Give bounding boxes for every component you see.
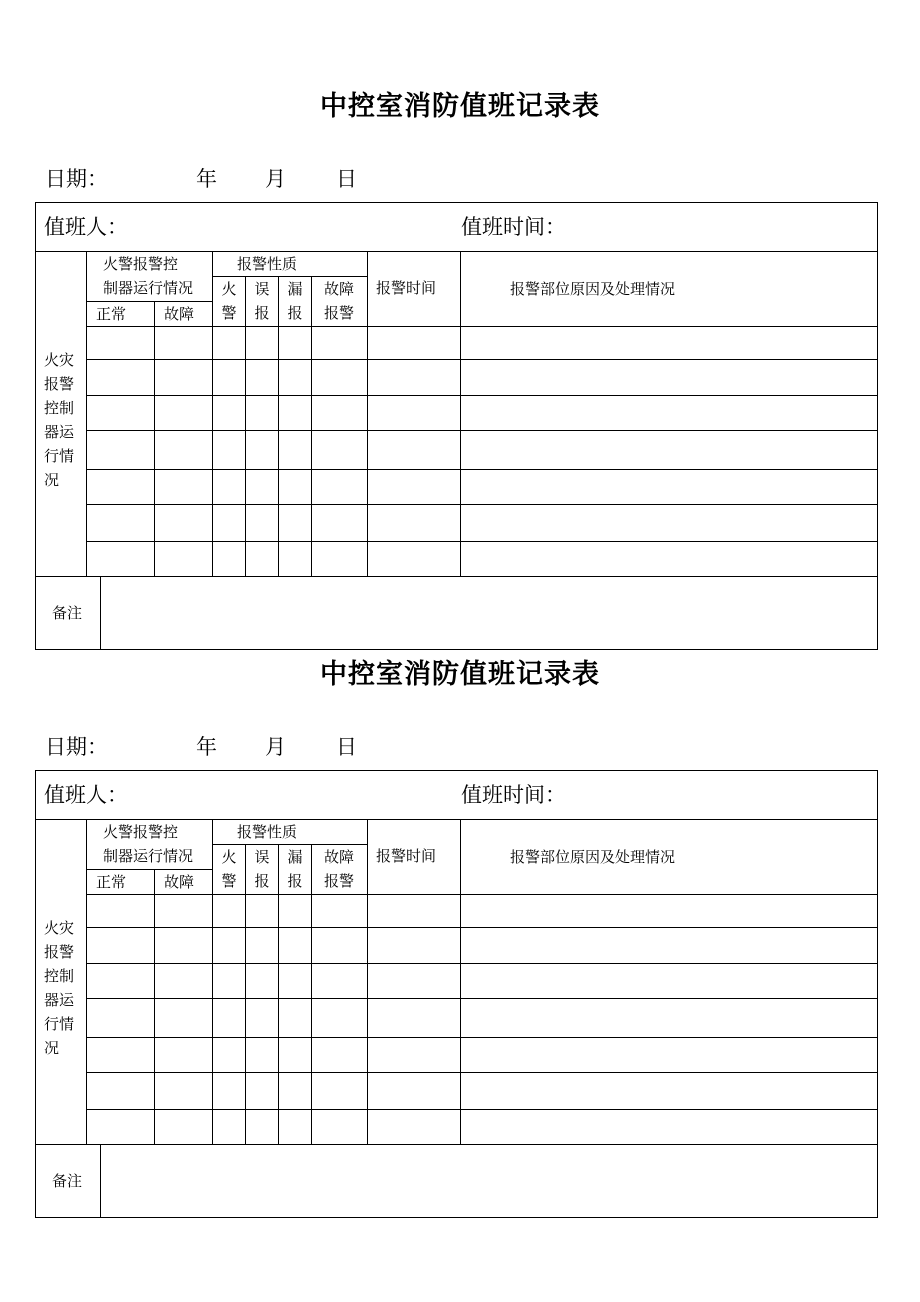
table-line bbox=[154, 301, 155, 577]
duty-person-label: 值班人： bbox=[44, 783, 128, 807]
duty-record-form-2 bbox=[0, 568, 920, 1208]
table-line bbox=[86, 251, 87, 577]
date-year-label: 年 bbox=[196, 735, 217, 759]
location-cause-header: 报警部位原因及处理情况 bbox=[510, 848, 676, 866]
table-line bbox=[278, 276, 279, 577]
fire-alarm-header: 火警 bbox=[221, 280, 237, 322]
alarm-time-header: 报警时间 bbox=[376, 847, 437, 865]
side-label: 火灾报警控制器运行情况 bbox=[44, 351, 75, 489]
table-line bbox=[367, 819, 368, 1145]
table-line bbox=[460, 251, 461, 577]
table-line bbox=[86, 998, 878, 999]
table-line bbox=[212, 819, 213, 1145]
table-line bbox=[367, 251, 368, 577]
form-title: 中控室消防值班记录表 bbox=[320, 91, 600, 122]
location-cause-header: 报警部位原因及处理情况 bbox=[510, 280, 676, 298]
normal-header: 正常 bbox=[96, 873, 127, 891]
remarks-label: 备注 bbox=[52, 1172, 83, 1190]
duty-record-form-1 bbox=[0, 0, 920, 640]
table-line bbox=[460, 819, 461, 1145]
table-line bbox=[35, 1217, 878, 1218]
alarm-nature-header: 报警性质 bbox=[237, 255, 298, 273]
table-line bbox=[86, 359, 878, 360]
table-line bbox=[86, 819, 87, 1145]
date-label: 日期： bbox=[45, 167, 108, 191]
fault-alarm-header-line2: 报警 bbox=[324, 872, 355, 890]
table-line bbox=[311, 276, 312, 577]
table-line bbox=[86, 963, 878, 964]
table-line bbox=[877, 770, 878, 1218]
side-label: 火灾报警控制器运行情况 bbox=[44, 919, 75, 1057]
table-line bbox=[86, 1072, 878, 1073]
alarm-time-header: 报警时间 bbox=[376, 279, 437, 297]
fault-alarm-header-line2: 报警 bbox=[324, 304, 355, 322]
date-label: 日期： bbox=[45, 735, 108, 759]
table-line bbox=[86, 326, 878, 327]
remarks-label: 备注 bbox=[52, 604, 83, 622]
form-title: 中控室消防值班记录表 bbox=[320, 659, 600, 690]
table-line bbox=[86, 894, 878, 895]
fire-alarm-header: 火警 bbox=[221, 848, 237, 890]
record-table bbox=[35, 770, 878, 1218]
controller-header-line2: 制器运行情况 bbox=[103, 847, 194, 865]
table-line bbox=[86, 430, 878, 431]
table-line bbox=[278, 844, 279, 1145]
duty-time-label: 值班时间： bbox=[461, 783, 566, 807]
table-line bbox=[245, 844, 246, 1145]
missed-alarm-header: 漏报 bbox=[287, 848, 303, 890]
date-month-label: 月 bbox=[265, 735, 286, 759]
table-line bbox=[311, 844, 312, 1145]
duty-time-label: 值班时间： bbox=[461, 215, 566, 239]
fault-header: 故障 bbox=[164, 305, 195, 323]
false-alarm-header: 误报 bbox=[254, 848, 270, 890]
table-line bbox=[86, 395, 878, 396]
fault-alarm-header-line1: 故障 bbox=[324, 280, 355, 298]
table-line bbox=[212, 251, 213, 577]
table-line bbox=[86, 927, 878, 928]
date-year-label: 年 bbox=[196, 167, 217, 191]
table-line bbox=[86, 541, 878, 542]
date-month-label: 月 bbox=[265, 167, 286, 191]
date-row bbox=[0, 732, 920, 762]
date-day-label: 日 bbox=[336, 735, 357, 759]
fault-alarm-header-line1: 故障 bbox=[324, 848, 355, 866]
fault-header: 故障 bbox=[164, 873, 195, 891]
table-line bbox=[35, 202, 878, 203]
controller-header-line1: 火警报警控 bbox=[103, 255, 179, 273]
table-line bbox=[86, 504, 878, 505]
table-line bbox=[35, 770, 878, 771]
false-alarm-header: 误报 bbox=[254, 280, 270, 322]
table-line bbox=[100, 1144, 101, 1218]
normal-header: 正常 bbox=[96, 305, 127, 323]
table-line bbox=[35, 1144, 878, 1145]
missed-alarm-header: 漏报 bbox=[287, 280, 303, 322]
duty-person-label: 值班人： bbox=[44, 215, 128, 239]
table-line bbox=[35, 770, 36, 1218]
controller-header-line1: 火警报警控 bbox=[103, 823, 179, 841]
date-row bbox=[0, 164, 920, 194]
controller-header-line2: 制器运行情况 bbox=[103, 279, 194, 297]
table-line bbox=[86, 469, 878, 470]
table-line bbox=[154, 869, 155, 1145]
table-line bbox=[86, 1037, 878, 1038]
table-line bbox=[245, 276, 246, 577]
alarm-nature-header: 报警性质 bbox=[237, 823, 298, 841]
date-day-label: 日 bbox=[336, 167, 357, 191]
table-line bbox=[86, 1109, 878, 1110]
